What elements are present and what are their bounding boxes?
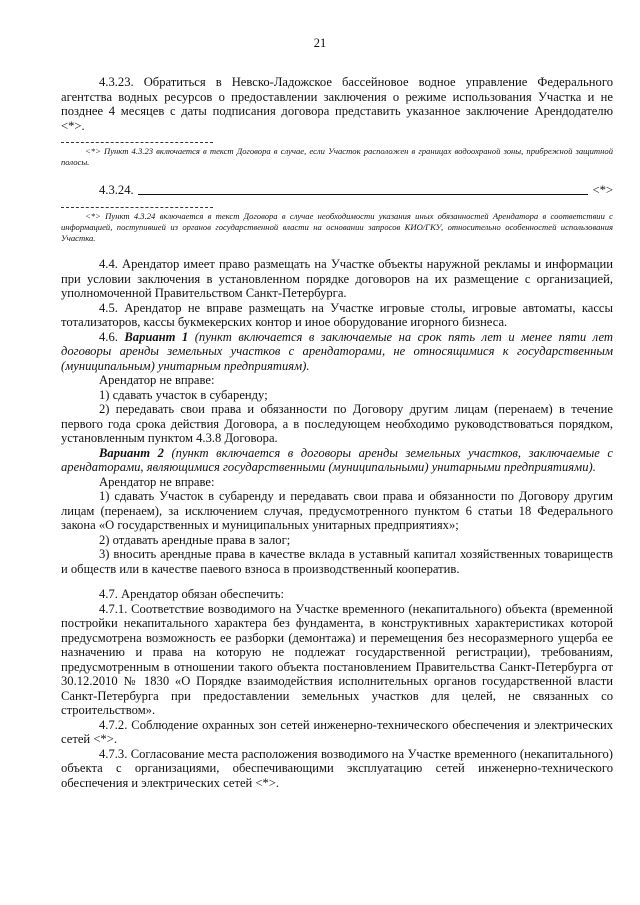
variant-1-intro: Арендатор не вправе: <box>99 373 215 387</box>
variant-2-label: Вариант 2 <box>99 445 164 460</box>
clause-4-3-24-blank-line <box>138 184 589 195</box>
footnote-separator <box>61 207 213 208</box>
clause-4-7-3: 4.7.3. Согласование места расположения возводимого на Участке временного (некапитального) объекта с организациями, обеспечивающими эксплуатацию сетей инженерно-технического обеспечения и электрических сетей <*>. <box>61 746 613 790</box>
clause-4-3-24-number: 4.3.24. <box>99 183 134 197</box>
clause-4-6-number: 4.6. <box>99 329 125 344</box>
page-body <box>61 75 613 790</box>
clause-4-5: 4.5. Арендатор не вправе размещать на Участке игровые столы, игровые автоматы, кассы тотализаторов, кассы букмекерских контор и иное оборудование игорного бизнеса. <box>61 300 613 329</box>
footnote-separator <box>61 142 213 143</box>
clause-4-6 <box>61 330 613 374</box>
spacer <box>61 244 613 257</box>
variant-1-item-2: 2) передавать свои права и обязанности по Договору другим лицам (перенаем) в течение первого года срока действия Договора, а в последующем необходимо руководствоваться порядком, установленным пунктом 4.3.8 Договора. <box>61 402 613 445</box>
variant-1-label: Вариант 1 <box>124 329 189 344</box>
variant-2-item-3: 3) вносить арендные права в качестве вклада в уставный капитал хозяйственных товариществ и обществ или в качестве паевого взноса в производственный кооператив. <box>61 547 613 576</box>
variant-2 <box>61 446 613 475</box>
clause-4-3-24 <box>99 183 613 198</box>
variant-2-intro: Арендатор не вправе: <box>99 474 215 489</box>
clause-4-4: 4.4. Арендатор имеет право размещать на Участке объекты наружной рекламы и информации при условии заключения в установленном порядке договоров на их размещение с организацией, уполномоченной Правительством Санкт-Петербурга. <box>61 257 613 300</box>
footnote-4-3-23: <*> Пункт 4.3.23 включается в текст Договора в случае, если Участок расположен в границах водоохраной зоны, прибрежной защитной полосы. <box>61 146 613 167</box>
footnote-4-3-24: <*> Пункт 4.3.24 включается в текст Договора в случае необходимости указания иных обязанностей Арендатора в соответствии с информацией, поступившей из органов государственной власти на основании запросов КИО/ГКУ, относительно особенностей использования Участка. <box>61 211 613 243</box>
clause-4-3-24-footnote-mark: <*> <box>592 183 613 197</box>
variant-2-item-2: 2) отдавать арендные права в залог; <box>99 532 291 547</box>
spacer <box>61 576 613 587</box>
page-number: 21 <box>313 36 327 50</box>
clause-4-7-2: 4.7.2. Соблюдение охранных зон сетей инженерно-технического обеспечения и электрических сетей <*>. <box>61 717 613 746</box>
variant-1-note: (пункт включается в заключаемые на срок пять лет и менее пяти лет договоры аренды земельных участков с арендаторами, не относящимися к государственным (муниципальным) унитарным предприятиям). <box>61 329 614 373</box>
clause-4-7: 4.7. Арендатор обязан обеспечить: <box>99 587 285 601</box>
variant-2-note: (пункт включается в договоры аренды земельных участков, заключаемые с арендаторами, являющимися государственными (муниципальными) унитарными предприятиями). <box>61 445 613 474</box>
clause-4-3-23: 4.3.23. Обратиться в Невско-Ладожское бассейновое водное управление Федерального агентства водных ресурсов о предоставлении заключения о режиме использования Участка и не позднее 4 месяцев с даты подписания договора представить указанное заключение Арендодателю <*>. <box>61 75 613 133</box>
clause-4-7-1: 4.7.1. Соответствие возводимого на Участке временного (некапитального) объекта (временной постройки некапитального характера без фундамента, в конструктивных характеристиках которой предусмотрена возможность ее разборки (демонтажа) и перемещения без несоразмерного ущерба ее назначению и права на которую не подлежат государственной регистрации), требованиям, предусмотренным в отношении такого объекта постановлением Правительства Санкт-Петербурга от 30.12.2010 № 1830 «О Порядке взаимодействия исполнительных органов государственной власти Санкт-Петербурга при предоставлении земельных участков для целей, не связанных со строительством». <box>61 601 613 717</box>
variant-1-item-1: 1) сдавать участок в субаренду; <box>99 387 268 402</box>
variant-2-item-1: 1) сдавать Участок в субаренду и передавать свои права и обязанности по Договору другим лицам (перенаем), за исключением случая, предусмотренного пунктом 6 статьи 18 Федерального закона «О государственных и муниципальных унитарных предприятиях»; <box>61 489 613 532</box>
